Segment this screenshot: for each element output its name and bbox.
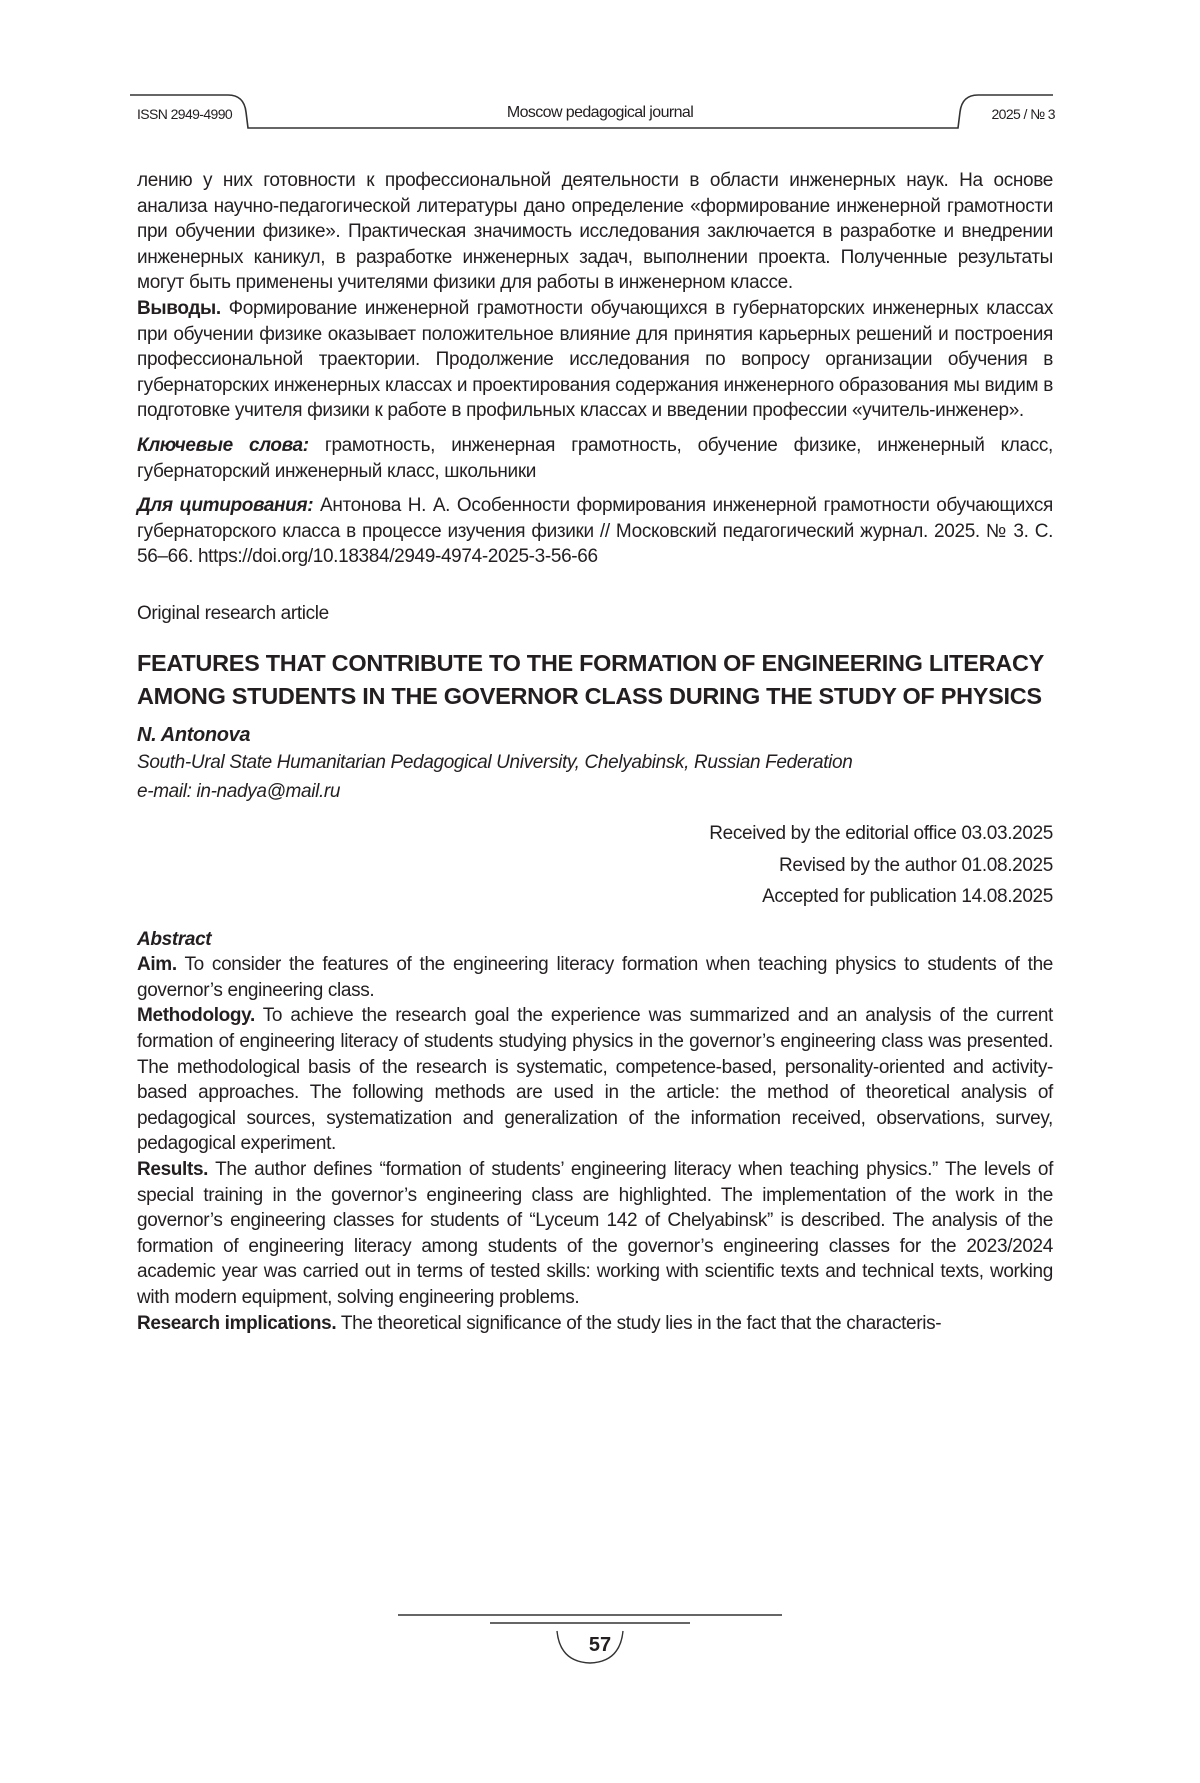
text: Формирование инженерной грамотности обучающихся в губернаторских инженерных классах при обучении физике оказывает положительное влияние для принятия карьерных решений и построения профессиональной траектории. Продолжение исследования по вопросу организации обучения в губернаторских инженерных классах и проектирования содержания инженерного образования мы видим в подготовке учителя физики к работе в профильных классах и введении профессии «учитель-инженер». (137, 298, 1053, 421)
label: Aim. (137, 954, 177, 975)
text: To achieve the research goal the experience was summarized and an analysis of the current formation of engineering literacy of students studying physics in the governor’s engineering class was presented. The methodological basis of the research is systematic, competence-based, personality-oriented and activity-based approaches. The following methods are used in the article: the method of theoretical analysis of pedagogical sources, systematization and generalization of the information received, observations, survey, pedagogical experiment. (137, 1005, 1053, 1154)
article-type: Original research article (137, 601, 1053, 627)
label: Methodology. (137, 1005, 255, 1026)
received-date: Received by the editorial office 03.03.2025 (137, 818, 1053, 850)
ru-paragraph: лению у них готовности к профессиональной деятельности в области инженерных наук. На основе анализа научно-педагогической литературы дано определение «формирование инженерной грамотности при обучении физике». Практическая значимость исследования заключается в разработке и внедрении инженерных каникул, в разработке инженерных задач, выполнении проекта. Полученные результаты могут быть применены учителями физики для работы в инженерном классе. (137, 168, 1053, 296)
text[interactable]: Антонова Н. А. Особенности формирования инженерной грамотности обучающихся губернаторского класса в процессе изучения физики // Московский педагогический журнал. 2025. № 3. С. 56–66. https://doi.org/10.18384/2949-4974-2025-3-56-66 (137, 495, 1053, 567)
label: Выводы. (137, 298, 221, 319)
revised-date: Revised by the author 01.08.2025 (137, 850, 1053, 882)
text: The theoretical significance of the study lies in the fact that the characteris- (336, 1313, 941, 1334)
abstract-implications (137, 1311, 1053, 1337)
text: To consider the features of the engineering literacy formation when teaching physics to students of the governor’s engineering class. (137, 954, 1053, 1001)
accepted-date: Accepted for publication 14.08.2025 (137, 881, 1053, 913)
abstract-aim (137, 952, 1053, 1003)
page-body (137, 168, 1053, 1336)
label: Research implications. (137, 1313, 336, 1334)
issue-number: 2025 / № 3 (991, 106, 1055, 122)
dates (137, 818, 1053, 913)
text: The author defines “formation of students’ engineering literacy when teaching physics.” The levels of special training in the governor’s engineering class are highlighted. The implementation of the work in the governor’s engineering classes for students of “Lyceum 142 of Chelyabinsk” is described. The analysis of the formation of engineering literacy among students of the governor’s engineering classes for the 2023/2024 academic year was carried out in terms of tested skills: working with scientific texts and technical texts, working with modern equipment, solving engineering problems. (137, 1159, 1053, 1308)
ru-conclusions (137, 296, 1053, 424)
abstract-methodology (137, 1003, 1053, 1157)
label: Ключевые слова: (137, 435, 309, 456)
abstract-heading: Abstract (137, 927, 1053, 953)
abstract-results (137, 1157, 1053, 1311)
article-title: FEATURES THAT CONTRIBUTE TO THE FORMATION OF ENGINEERING LITERACY AMONG STUDENTS IN THE GOVERNOR CLASS DURING THE STUDY OF PHYSICS (137, 647, 1053, 713)
page-number: 57 (0, 1634, 1200, 1657)
affiliation: South-Ural State Humanitarian Pedagogical University, Chelyabinsk, Russian Federation (137, 748, 1053, 777)
journal-name: Moscow pedagogical journal (0, 104, 1200, 122)
author: N. Antonova (137, 723, 1053, 749)
ru-citation (137, 493, 1053, 570)
email[interactable]: e-mail: in-nadya@mail.ru (137, 777, 1053, 806)
issn: ISSN 2949-4990 (137, 106, 232, 122)
ru-keywords (137, 433, 1053, 484)
running-header (0, 0, 1200, 150)
label: Results. (137, 1159, 208, 1180)
label: Для цитирования: (137, 495, 313, 516)
header-rule (0, 0, 1200, 150)
text: грамотность, инженерная грамотность, обучение физике, инженерный класс, губернаторский инженерный класс, школьники (137, 435, 1053, 482)
